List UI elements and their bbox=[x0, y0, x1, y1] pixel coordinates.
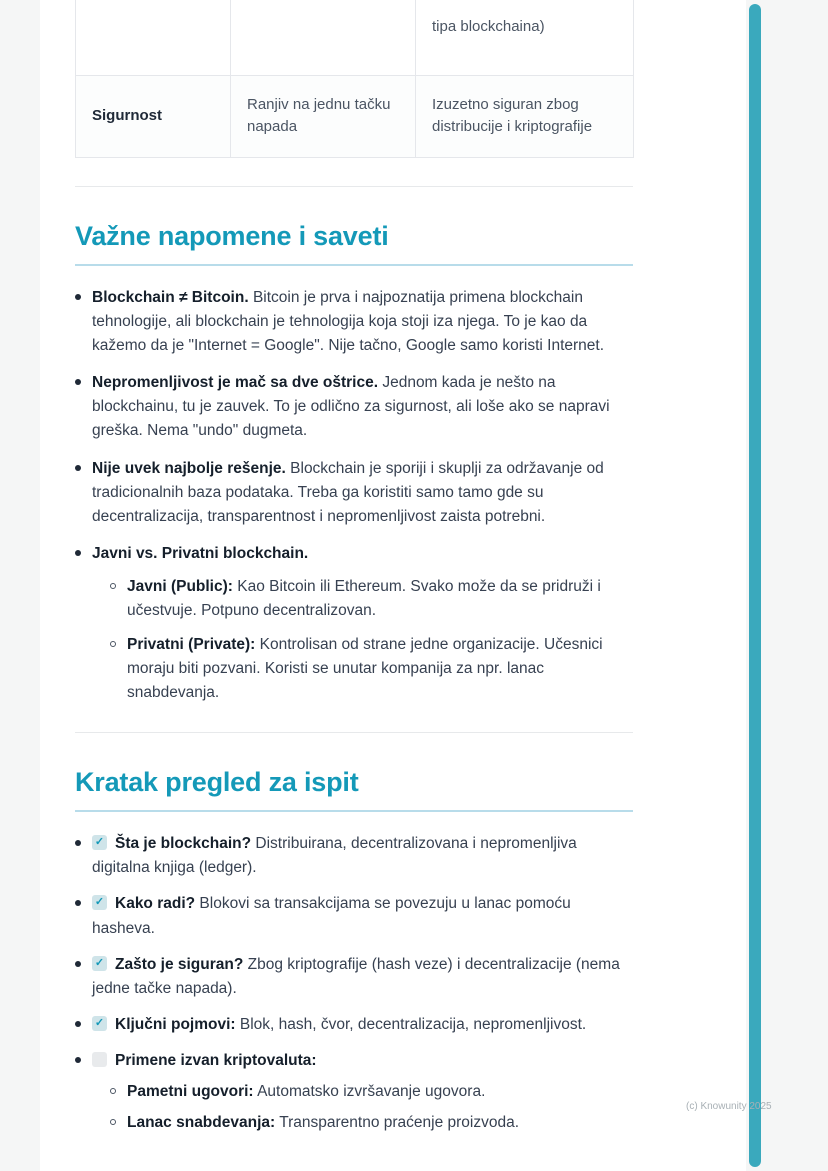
section-divider bbox=[75, 732, 633, 733]
table-row-header: Sigurnost bbox=[76, 75, 231, 157]
table-cell bbox=[231, 0, 416, 75]
checklist-item bbox=[75, 953, 633, 1001]
checklist-item bbox=[75, 1013, 633, 1037]
checkbox-checked-icon bbox=[92, 835, 107, 850]
item-text: Automatsko izvršavanje ugovora. bbox=[257, 1083, 486, 1101]
item-text: Blok, hash, čvor, decentralizacija, nepromenljivost. bbox=[239, 1016, 587, 1034]
section-title: Važne napomene i saveti bbox=[75, 220, 389, 251]
circle-bullet-icon bbox=[110, 583, 116, 589]
notes-list bbox=[75, 286, 633, 715]
table-cell: tipa blockchaina) bbox=[416, 0, 634, 75]
table-cell: Izuzetno siguran zbog distribucije i kriptografije bbox=[416, 75, 634, 157]
item-text: Zbog kriptografije (hash veze) i decentralizacije (nema jedne tačke napada). bbox=[92, 955, 620, 997]
list-item bbox=[75, 457, 633, 530]
circle-bullet-icon bbox=[110, 1119, 116, 1125]
watermark: (c) Knowunity 2025 bbox=[686, 1101, 772, 1112]
item-text: Bitcoin je prva i najpoznatija primena blockchain tehnologije, ali blockchain je tehnologija koja stoji iza njega. To je kao da kažemo da je "Internet = Google". Nije tačno, Google samo koristi Internet. bbox=[92, 288, 605, 354]
item-text: Distribuirana, decentralizovana i nepromenljiva digitalna knjiga (ledger). bbox=[92, 835, 577, 877]
item-bold: Ključni pojmovi: bbox=[115, 1016, 236, 1034]
checkbox-checked-icon bbox=[92, 1016, 107, 1031]
sub-list-item bbox=[110, 633, 633, 706]
document-page bbox=[40, 0, 746, 1171]
list-item bbox=[75, 371, 633, 444]
checkbox-checked-icon bbox=[92, 895, 107, 910]
exam-checklist bbox=[75, 832, 633, 1141]
item-bold: Nepromenljivost je mač sa dve oštrice. bbox=[92, 374, 379, 392]
circle-bullet-icon bbox=[110, 1088, 116, 1094]
sub-list-item bbox=[110, 1111, 633, 1135]
bullet-icon bbox=[75, 465, 81, 471]
checklist-item bbox=[75, 892, 633, 940]
bullet-icon bbox=[75, 1057, 81, 1063]
list-item bbox=[75, 286, 633, 359]
item-bold: Blockchain ≠ Bitcoin. bbox=[92, 288, 249, 306]
item-bold: Javni vs. Privatni blockchain. bbox=[92, 545, 309, 563]
checklist-item bbox=[75, 832, 633, 880]
title-underline bbox=[75, 264, 633, 266]
table-row bbox=[76, 0, 634, 75]
item-text: Kontrolisan od strane jedne organizacije. Učesnici moraju biti pozvani. Koristi se unutar kompanija za npr. lanac snabdevanja. bbox=[127, 635, 603, 701]
bullet-icon bbox=[75, 840, 81, 846]
sub-list-item bbox=[110, 575, 633, 623]
bullet-icon bbox=[75, 1021, 81, 1027]
item-bold: Zašto je siguran? bbox=[115, 955, 244, 973]
item-bold: Privatni (Private): bbox=[127, 635, 256, 653]
bullet-icon bbox=[75, 961, 81, 967]
checkbox-checked-icon bbox=[92, 956, 107, 971]
item-text: Jednom kada je nešto na blockchainu, tu je zauvek. To je odlično za sigurnost, ali loše ako se napravi greška. Nema "undo" dugmeta. bbox=[92, 374, 610, 440]
scrollbar[interactable] bbox=[749, 4, 761, 1167]
bullet-icon bbox=[75, 900, 81, 906]
checkbox-unchecked-icon bbox=[92, 1052, 107, 1067]
checklist-item bbox=[75, 1049, 633, 1141]
document-content bbox=[40, 0, 633, 1141]
item-bold: Javni (Public): bbox=[127, 578, 233, 596]
circle-bullet-icon bbox=[110, 641, 116, 647]
item-bold: Nije uvek najbolje rešenje. bbox=[92, 459, 286, 477]
sub-list-item bbox=[110, 1080, 633, 1104]
bullet-icon bbox=[75, 294, 81, 300]
sub-list bbox=[110, 1080, 633, 1134]
section-title: Kratak pregled za ispit bbox=[75, 767, 359, 798]
sub-list bbox=[110, 575, 633, 705]
section-divider bbox=[75, 186, 633, 187]
item-bold: Šta je blockchain? bbox=[115, 835, 252, 853]
item-bold: Lanac snabdevanja: bbox=[127, 1113, 276, 1131]
item-bold: Pametni ugovori: bbox=[127, 1083, 254, 1101]
item-text: Transparentno praćenje proizvoda. bbox=[279, 1113, 520, 1131]
item-text: Kao Bitcoin ili Ethereum. Svako može da se pridruži i učestvuje. Potpuno decentralizovan. bbox=[127, 578, 601, 620]
item-text: Blokovi sa transakcijama se povezuju u lanac pomoću hasheva. bbox=[92, 895, 571, 937]
title-underline bbox=[75, 810, 633, 812]
item-bold: Kako radi? bbox=[115, 895, 196, 913]
table-cell bbox=[76, 0, 231, 75]
list-item bbox=[75, 542, 633, 714]
table-cell: Ranjiv na jednu tačku napada bbox=[231, 75, 416, 157]
comparison-table bbox=[75, 0, 634, 158]
table-row bbox=[76, 75, 634, 157]
bullet-icon bbox=[75, 379, 81, 385]
item-text: Blockchain je sporiji i skuplji za održavanje od tradicionalnih baza podataka. Treba ga koristiti samo tamo gde su decentralizacija, transparentnost i nepromenljivost zaista potrebni. bbox=[92, 459, 604, 525]
bullet-icon bbox=[75, 550, 81, 556]
item-bold: Primene izvan kriptovaluta: bbox=[115, 1052, 317, 1070]
